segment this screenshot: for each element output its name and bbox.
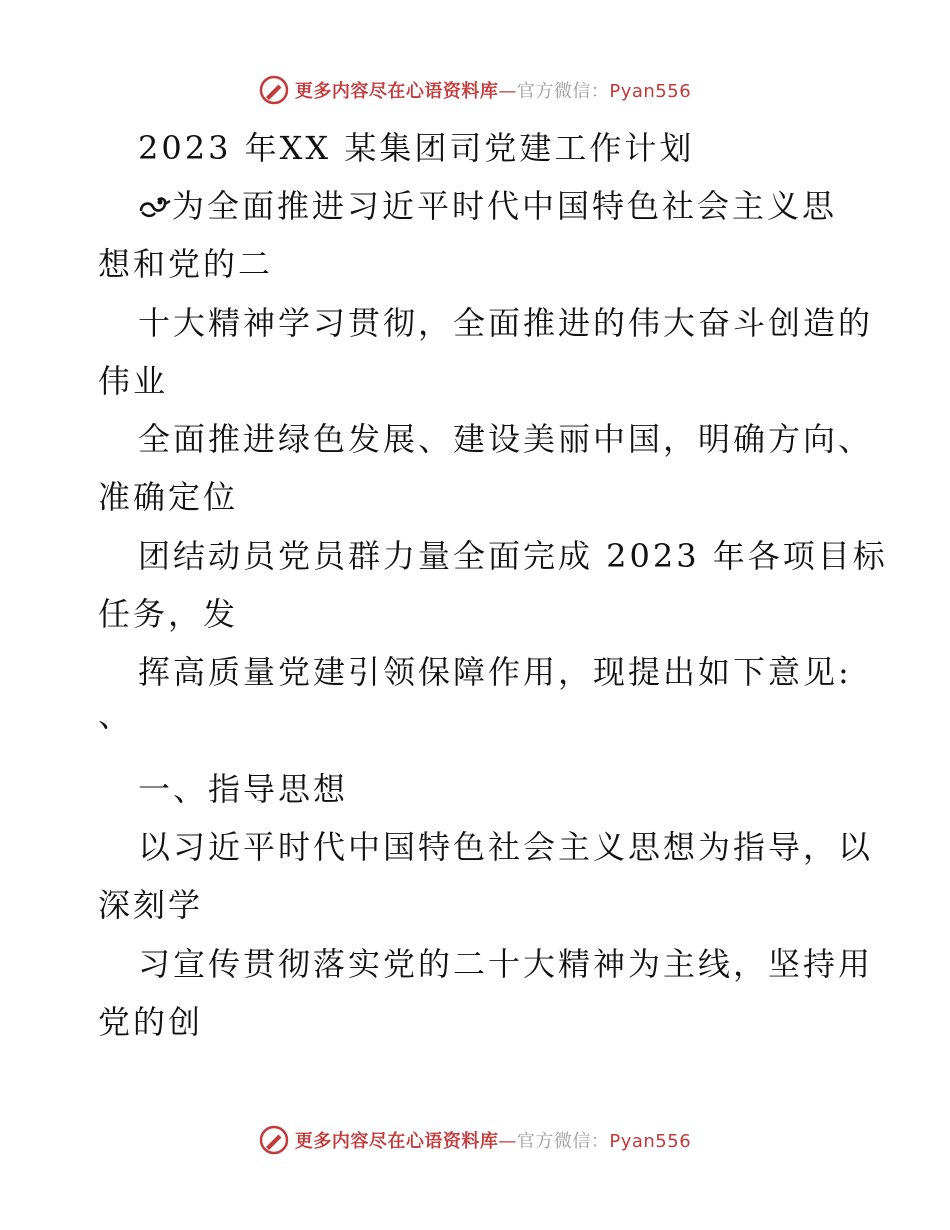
banner-wechat-label: 官方微信： bbox=[516, 81, 610, 102]
paragraph-line: 深刻学 bbox=[98, 886, 204, 924]
paragraph-line: 伟业 bbox=[98, 362, 169, 400]
flower-ornament-icon bbox=[138, 191, 172, 221]
paragraph-line: 想和党的二 bbox=[98, 245, 274, 283]
banner-text bbox=[295, 77, 691, 103]
paragraph-line: 以习近平时代中国特色社会主义思想为指导，以 bbox=[138, 828, 874, 866]
paragraph-line: 挥高质量党建引领保障作用，现提出如下意见: bbox=[138, 653, 852, 691]
section-heading: 一、指导思想 bbox=[138, 770, 349, 808]
banner-wechat-id: Pyan556 bbox=[609, 1131, 692, 1152]
paragraph-line: 团结动员党员群力量全面完成 2023 年各项目标 bbox=[138, 537, 888, 575]
paragraph-line: 任务，发 bbox=[98, 595, 239, 633]
paragraph-text: 为全面推进习近平时代中国特色社会主义思 bbox=[172, 187, 838, 225]
banner-separator: — bbox=[498, 1131, 517, 1152]
paragraph-line: 准确定位 bbox=[98, 478, 239, 516]
document-title: 2023 年XX 某集团司党建工作计划 bbox=[138, 129, 695, 167]
banner-site-name: 更多内容尽在心语资料库 bbox=[294, 81, 499, 102]
banner-text bbox=[295, 1127, 691, 1153]
banner-wechat-label: 官方微信： bbox=[516, 1131, 610, 1152]
paragraph-line bbox=[138, 186, 837, 226]
banner-wechat-id: Pyan556 bbox=[609, 81, 692, 102]
paragraph-line: 十大精神学习贯彻，全面推进的伟大奋斗创造的 bbox=[138, 304, 874, 342]
paragraph-line: 党的创 bbox=[98, 1003, 204, 1041]
paragraph-line: 习宣传贯彻落实党的二十大精神为主线，坚持用 bbox=[138, 945, 874, 983]
pen-logo-icon bbox=[259, 1125, 289, 1155]
header-banner bbox=[0, 70, 950, 110]
banner-site-name: 更多内容尽在心语资料库 bbox=[294, 1131, 499, 1152]
paragraph-line: 全面推进绿色发展、建设美丽中国，明确方向、 bbox=[138, 420, 874, 458]
footer-banner bbox=[0, 1120, 950, 1160]
pen-logo-icon bbox=[259, 75, 289, 105]
banner-separator: — bbox=[498, 81, 517, 102]
paragraph-line: 、 bbox=[98, 696, 134, 734]
